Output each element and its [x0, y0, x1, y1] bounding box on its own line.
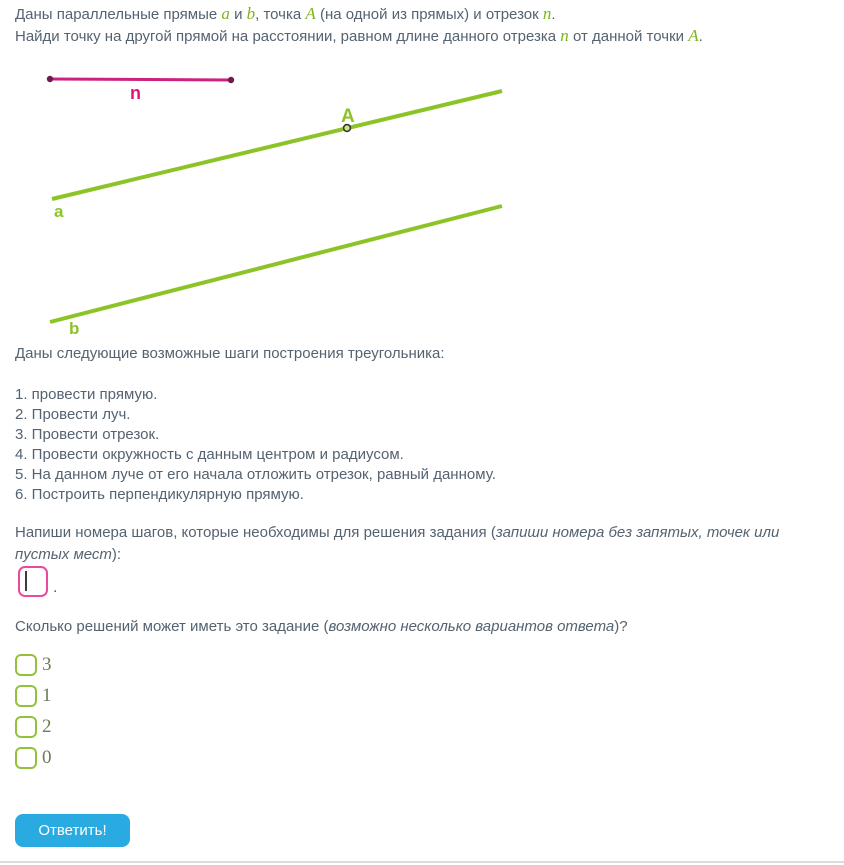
step-item-3: 3. Провести отрезок. [15, 426, 160, 443]
task-text: от данной точки [568, 28, 689, 45]
task-line-1 [15, 3, 835, 25]
step-item-2: 2. Провести луч. [15, 406, 131, 423]
text-cursor [25, 571, 27, 591]
geometry-figure [0, 60, 520, 350]
var-n: n [560, 26, 569, 45]
checkbox-option-3[interactable] [15, 654, 37, 676]
segment-n-endpoint-left [47, 76, 53, 82]
line-b [50, 206, 502, 322]
task-statement [15, 3, 835, 47]
option-row-0[interactable] [15, 747, 52, 769]
var-b: b [246, 4, 256, 23]
steps-intro: Даны следующие возможные шаги построения треугольника: [15, 345, 445, 362]
line-a-label: a [54, 202, 64, 221]
step-item-6: 6. Построить перпендикулярную прямую. [15, 486, 304, 503]
var-A: A [305, 4, 316, 23]
task-text: . [698, 28, 703, 45]
steps-list [15, 385, 496, 505]
task-text: , точка [255, 6, 306, 23]
question-hint-italic: возможно несколько вариантов ответа [328, 618, 615, 635]
line-b-label: b [69, 319, 80, 338]
option-label: 3 [42, 654, 52, 675]
task-text: Найди точку на другой прямой на расстоянии, равном длине данного отрезка [15, 28, 561, 45]
option-label: 2 [42, 716, 52, 737]
point-A-label: A [341, 106, 355, 127]
checkbox-option-1[interactable] [15, 685, 37, 707]
options-list [15, 654, 52, 778]
segment-n-label: n [130, 83, 141, 103]
task-line-2 [15, 25, 835, 47]
bottom-divider [0, 861, 844, 863]
answer-row [18, 566, 57, 597]
step-item-1: 1. провести прямую. [15, 386, 158, 403]
option-row-2[interactable] [15, 716, 52, 738]
task-text: Даны параллельные прямые [15, 6, 222, 23]
answer-prompt [15, 522, 827, 566]
option-row-3[interactable] [15, 654, 52, 676]
step-item-4: 4. Провести окружность с данным центром и радиусом. [15, 446, 404, 463]
line-a [52, 91, 502, 199]
segment-n-endpoint-right [228, 77, 234, 83]
segment-n [50, 79, 231, 80]
var-a: a [221, 4, 230, 23]
answer-input[interactable] [18, 566, 48, 597]
question-text: )? [614, 618, 628, 635]
checkbox-option-2[interactable] [15, 716, 37, 738]
question-text: Сколько решений может иметь это задание ( [15, 618, 329, 635]
submit-button[interactable]: Ответить! [15, 814, 130, 847]
step-item-5: 5. На данном луче от его начала отложить отрезок, равный данному. [15, 466, 496, 483]
prompt-text: Напиши номера шагов, которые необходимы для решения задания ( [15, 524, 496, 541]
var-n: n [542, 4, 552, 23]
var-A: A [688, 26, 699, 45]
prompt-text: ): [111, 546, 122, 563]
option-row-1[interactable] [15, 685, 52, 707]
answer-box [18, 566, 48, 597]
task-text: . [551, 6, 556, 23]
task-text: (на одной из прямых) и отрезок [315, 6, 543, 23]
option-label: 0 [42, 747, 52, 768]
task-text: и [229, 6, 247, 23]
prompt-hint-italic: запиши номера без запятых, точек или пустых мест [15, 524, 780, 563]
answer-suffix-period: . [53, 579, 58, 596]
checkbox-option-0[interactable] [15, 747, 37, 769]
option-label: 1 [42, 685, 52, 706]
solutions-question [15, 616, 827, 637]
